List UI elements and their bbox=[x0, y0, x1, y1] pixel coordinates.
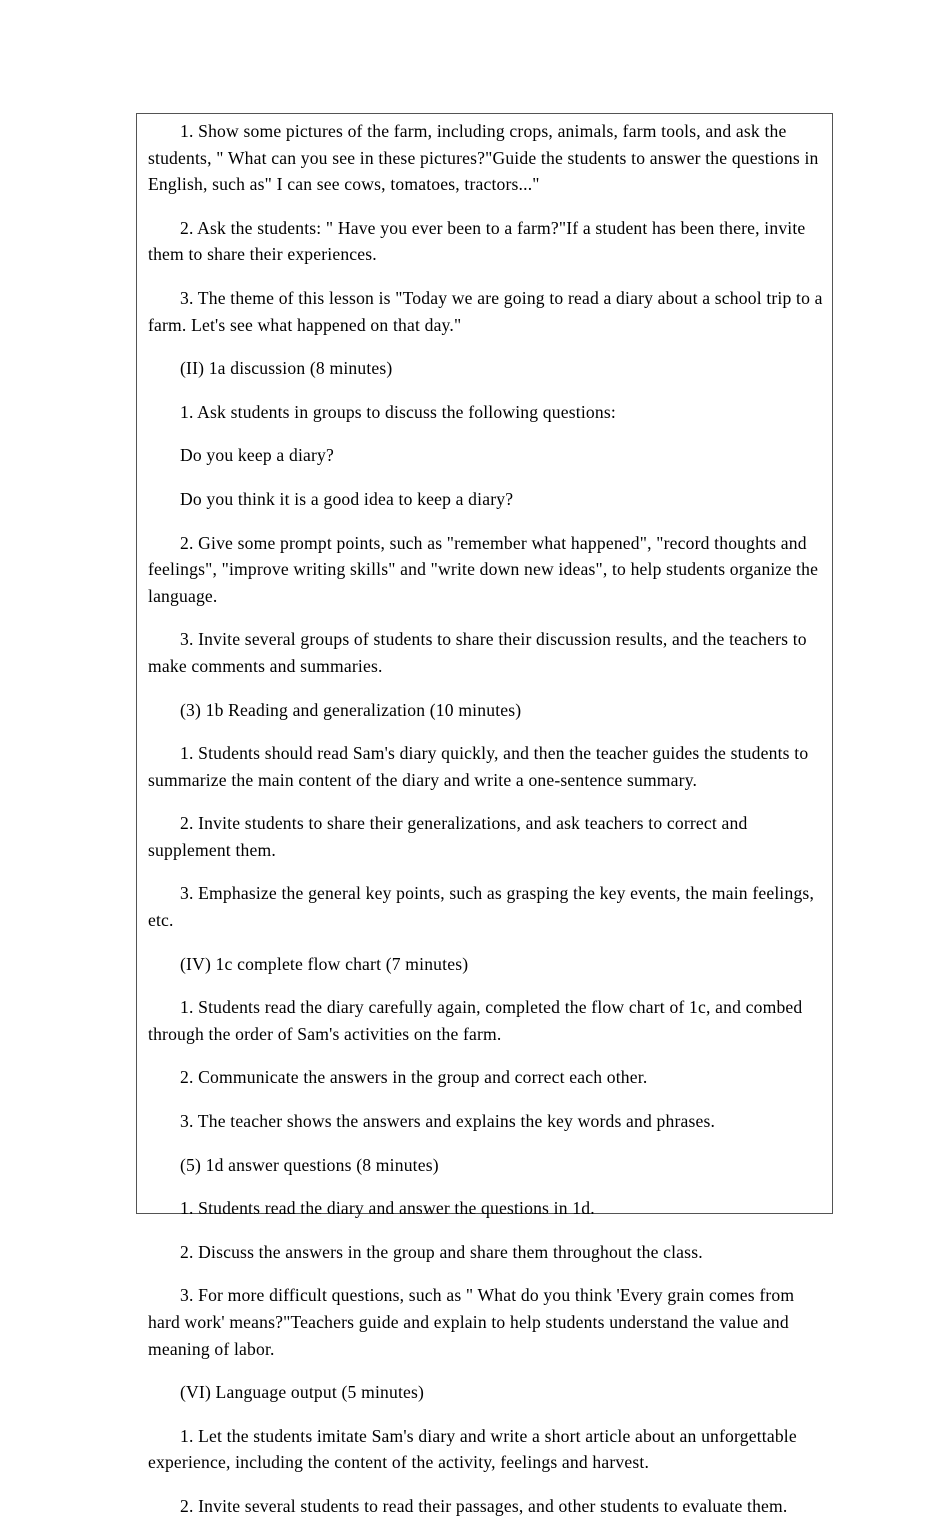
section-heading-1b-reading: (3) 1b Reading and generalization (10 minutes) bbox=[180, 699, 522, 720]
paragraph: 2. Give some prompt points, such as "remember what happened", "record thoughts and feelings", "improve writing skills" and "write down new ideas", to help students organize the language. bbox=[148, 532, 823, 606]
paragraph: 2. Invite several students to read their passages, and other students to evaluate them. bbox=[180, 1495, 788, 1516]
paragraph: 3. Invite several groups of students to share their discussion results, and the teachers to make comments and summaries. bbox=[148, 629, 812, 676]
paragraph: 3. Emphasize the general key points, such as grasping the key events, the main feelings, etc. bbox=[148, 883, 819, 931]
paragraph: 2. Invite students to share their generalizations, and ask teachers to correct and supplement them. bbox=[148, 813, 753, 860]
paragraph: 1. Students read the diary carefully again, completed the flow chart of 1c, and combed through the order of Sam's activities on the farm. bbox=[148, 997, 807, 1044]
section-heading-1a-discussion: (II) 1a discussion (8 minutes) bbox=[180, 358, 393, 379]
paragraph: 1. Show some pictures of the farm, including crops, animals, farm tools, and ask the students, " What can you see in these pictures?"Guide the students to answer the questions in English, such as" I can see cows, tomatoes, tractors..." bbox=[148, 121, 824, 195]
discussion-question: Do you keep a diary? bbox=[180, 445, 334, 466]
document-text-frame bbox=[136, 113, 833, 1516]
discussion-question: Do you think it is a good idea to keep a diary? bbox=[180, 488, 514, 509]
paragraph: 3. The teacher shows the answers and explains the key words and phrases. bbox=[180, 1111, 716, 1132]
paragraph: 1. Let the students imitate Sam's diary and write a short article about an unforgettable experience, including the content of the activity, feelings and harvest. bbox=[148, 1425, 802, 1473]
paragraph: 1. Students should read Sam's diary quickly, and then the teacher guides the students to summarize the main content of the diary and write a one-sentence summary. bbox=[148, 743, 813, 790]
paragraph: 2. Ask the students: " Have you ever been to a farm?"If a student has been there, invite them to share their experiences. bbox=[148, 217, 810, 265]
paragraph: 3. The theme of this lesson is "Today we are going to read a diary about a school trip to a farm. Let's see what happened on that day." bbox=[148, 287, 828, 335]
section-heading-language-output: (VI) Language output (5 minutes) bbox=[180, 1382, 425, 1403]
section-heading-1d-answer-questions: (5) 1d answer questions (8 minutes) bbox=[180, 1154, 439, 1175]
paragraph: 1. Ask students in groups to discuss the following questions: bbox=[180, 401, 616, 422]
paragraph: 1. Students read the diary and answer the questions in 1d. bbox=[180, 1198, 595, 1219]
paragraph: 2. Discuss the answers in the group and share them throughout the class. bbox=[180, 1241, 703, 1262]
document-body bbox=[148, 118, 828, 1520]
paragraph: 3. For more difficult questions, such as " What do you think 'Every grain comes from hard work' means?"Teachers guide and explain to help students understand the value and meaning of labor. bbox=[148, 1285, 799, 1359]
section-heading-1c-flow-chart: (IV) 1c complete flow chart (7 minutes) bbox=[180, 953, 469, 974]
paragraph: 2. Communicate the answers in the group and correct each other. bbox=[180, 1067, 648, 1088]
